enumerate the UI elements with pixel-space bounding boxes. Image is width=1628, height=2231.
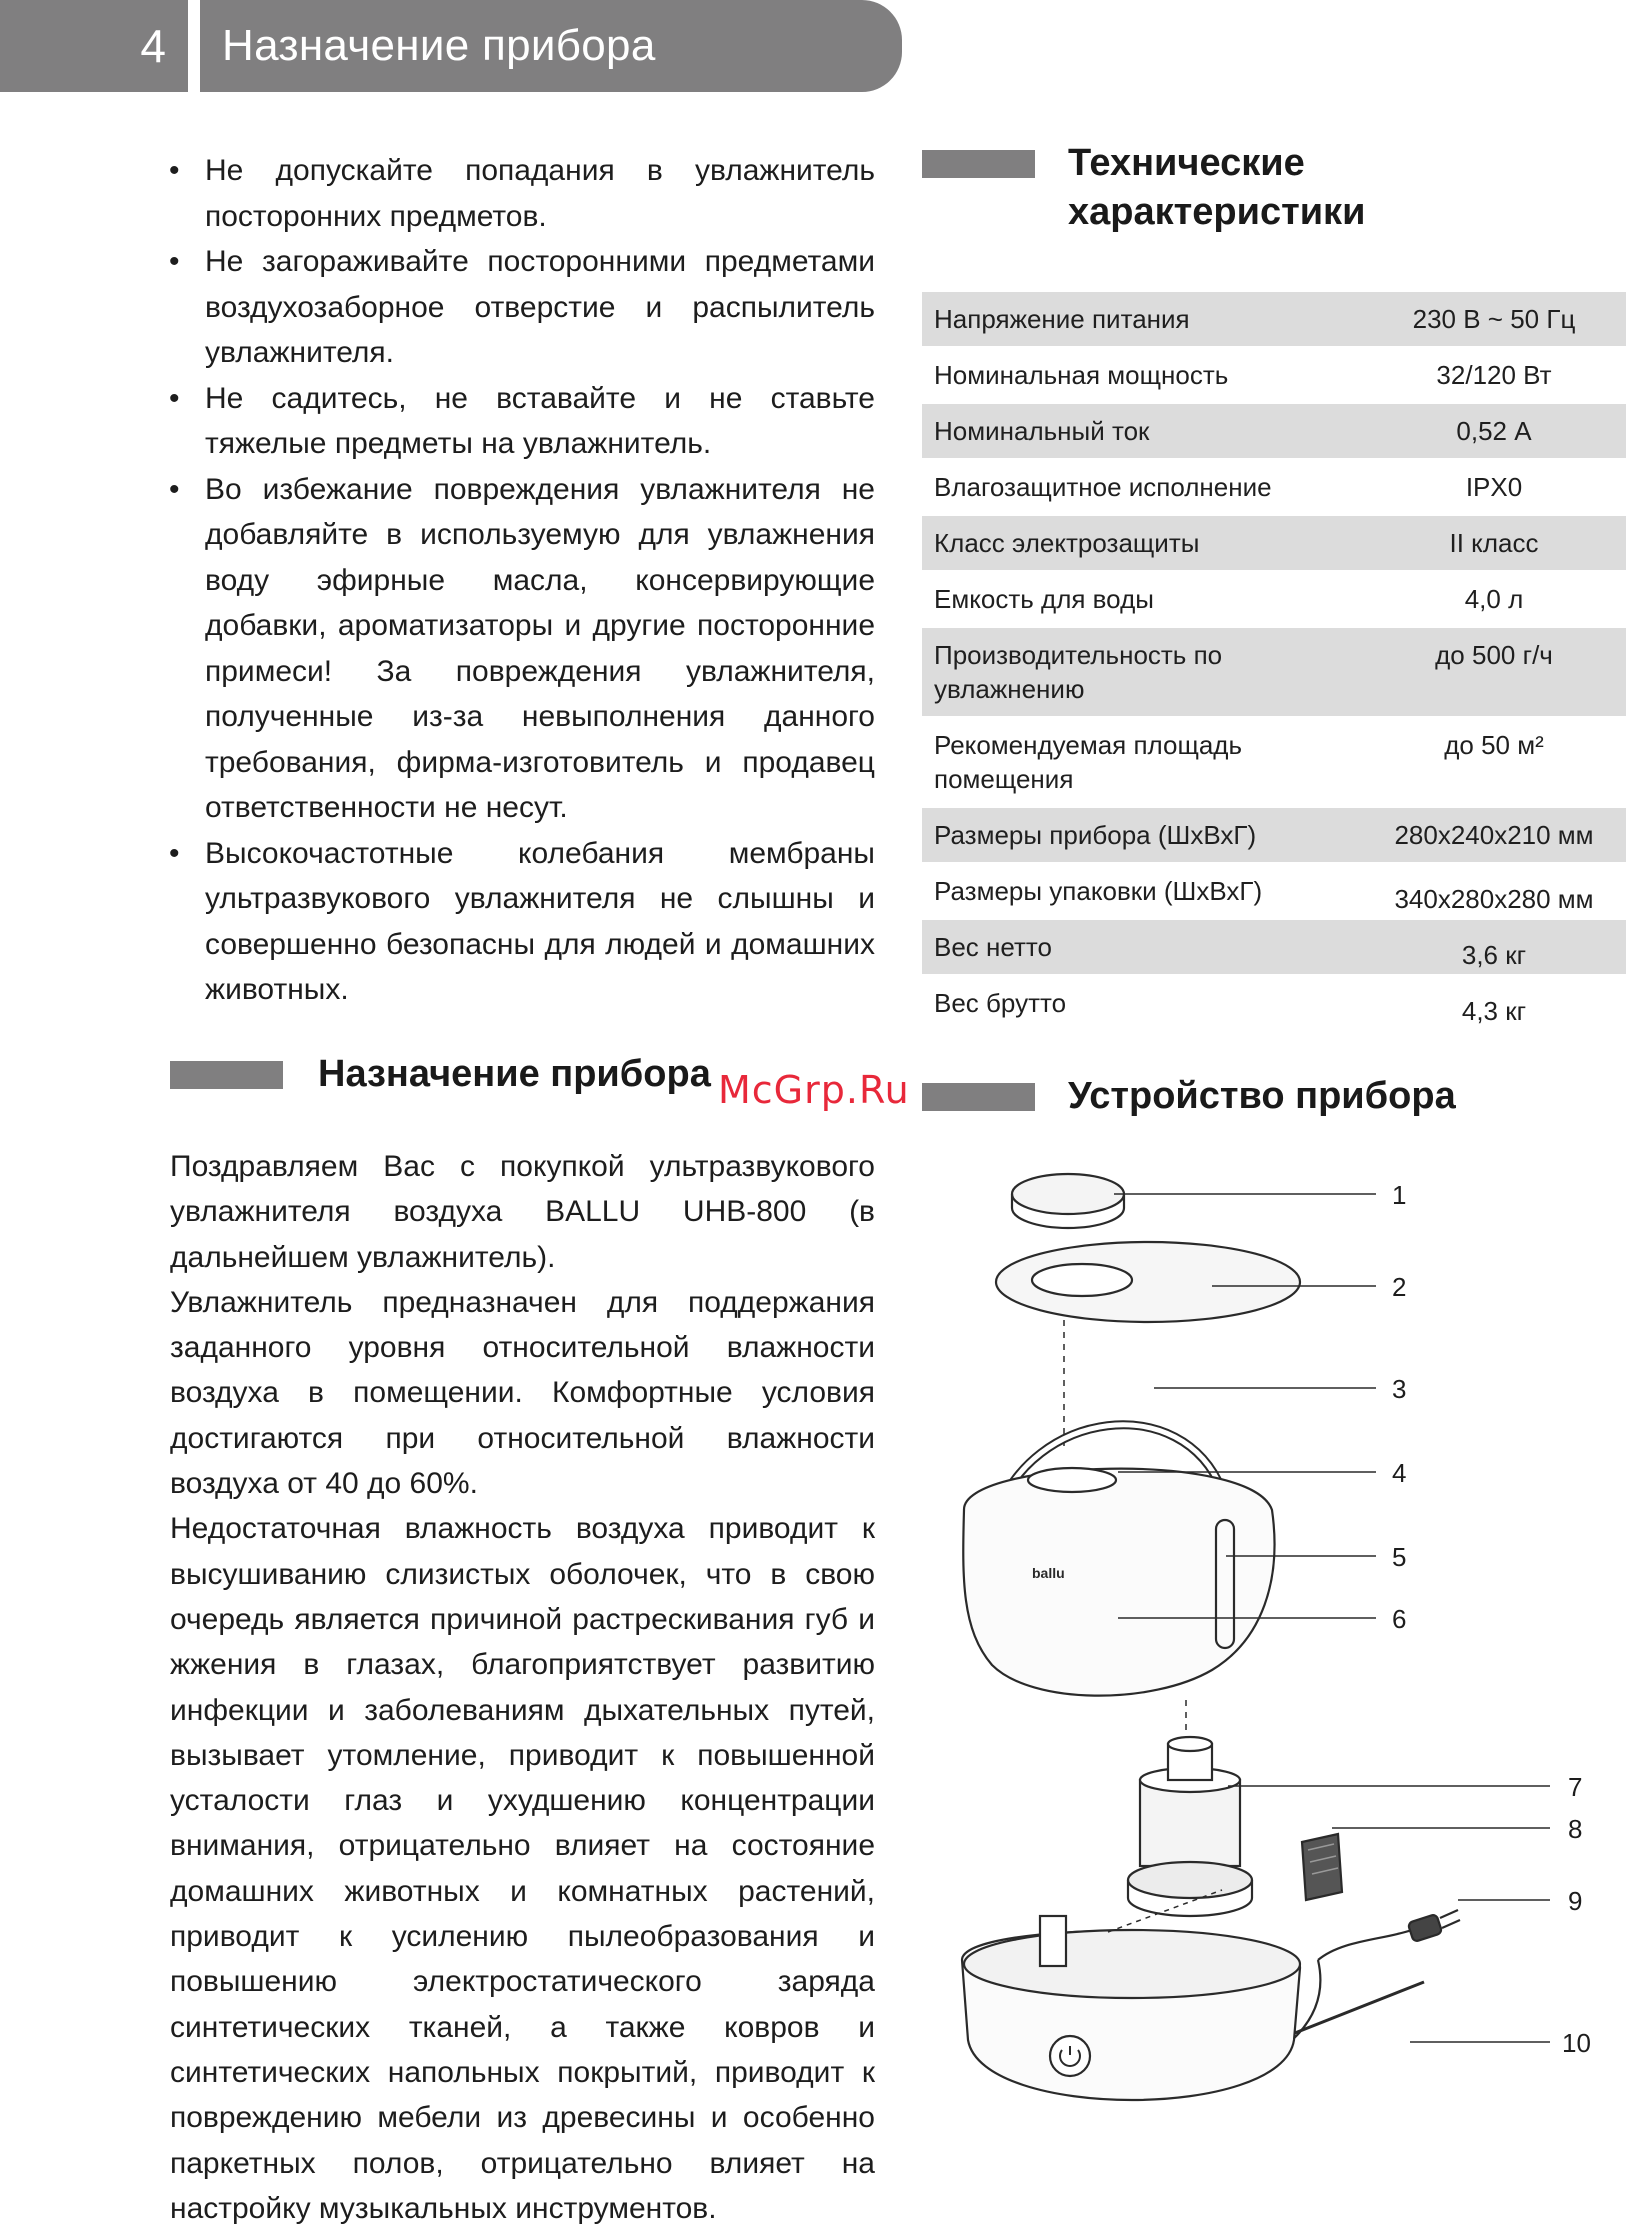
spec-label: Рекомендуемая площадь помещения bbox=[934, 730, 1243, 794]
table-row bbox=[922, 718, 1626, 808]
paragraph: Увлажнитель предназначен для поддержания заданного уровня относительной влажности воздуха в помещении. Комфортные условия достигаются при относительной влажности воздуха от 40 до 60%. bbox=[170, 1285, 875, 1501]
paragraph: Недостаточная влажность воздуха приводит к высушиванию слизистых оболочек, что в свою очередь является причиной растрескивания губ и жжения в глазах, благоприятствует развитию инфекции и заболеваниям дыхательных путей, вызывает утомление, приводит к повышенной усталости глаз и ухудшению концентрации внимания, отрицательно влияет на состояние домашних животных и комнатных растений, приводит к усилению пылеобразования и повышению электростатического заряда синтетических тканей, а также ковров и синтетических напольных покрытий, приводит к повреждению мебели из древесины и особенно паркетных полов, отрицательно влияет на настройку музыкальных инструментов. bbox=[170, 1512, 875, 2225]
table-row bbox=[922, 292, 1626, 348]
page-header-title: Назначение прибора bbox=[200, 0, 902, 92]
callout-label: 1 bbox=[1392, 1180, 1407, 1210]
spec-value: IPX0 bbox=[1465, 472, 1523, 502]
callout-label: 8 bbox=[1568, 1814, 1583, 1844]
spec-label: Размеры прибора (ШхВхГ) bbox=[934, 820, 1257, 850]
spec-label: Вес нетто bbox=[934, 932, 1052, 962]
table-row bbox=[922, 808, 1626, 864]
purpose-section-title: Назначение прибора bbox=[318, 1053, 711, 1095]
spec-label: Класс электрозащиты bbox=[934, 528, 1200, 558]
specs-section-title bbox=[1068, 139, 1365, 237]
callout-label: 9 bbox=[1568, 1886, 1583, 1916]
spec-value: 4,0 л bbox=[1464, 584, 1524, 614]
callout-label: 5 bbox=[1392, 1542, 1407, 1572]
paragraph: Поздравляем Вас с покупкой ультразвукового увлажнителя воздуха BALLU UHB-800 (в дальнейшем увлажнитель). bbox=[170, 1150, 875, 1274]
spec-label: Влагозащитное исполнение bbox=[934, 472, 1272, 502]
specs-title-line1: Технические bbox=[1068, 142, 1305, 184]
specs-table bbox=[922, 292, 1626, 1032]
callout-label: 4 bbox=[1392, 1458, 1407, 1488]
spec-value: 32/120 Вт bbox=[1436, 360, 1552, 390]
spec-value: 0,52 А bbox=[1456, 416, 1532, 446]
spec-label: Емкость для воды bbox=[934, 584, 1154, 614]
part-cap-illustration bbox=[1012, 1174, 1124, 1228]
part-lid-plate-illustration bbox=[996, 1242, 1300, 1322]
list-item: • Не загораживайте посторонними предметами воздухозаборное отверстие и распылитель увлажнителя. bbox=[165, 239, 875, 376]
spec-label: Размеры упаковки (ШхВхГ) bbox=[934, 876, 1263, 906]
table-row bbox=[922, 348, 1626, 404]
table-row bbox=[922, 404, 1626, 460]
list-item: • Высокочастотные колебания мембраны ультразвукового увлажнителя не слышны и совершенно безопасны для людей и домашних животных. bbox=[165, 831, 875, 1013]
watermark: McGrp.Ru bbox=[718, 1068, 910, 1112]
spec-label: Номинальная мощность bbox=[934, 360, 1229, 390]
list-item: • Не садитесь, не вставайте и не ставьте тяжелые предметы на увлажнитель. bbox=[165, 376, 875, 467]
callout-label: 3 bbox=[1392, 1374, 1407, 1404]
table-row bbox=[922, 460, 1626, 516]
safety-bullet-list bbox=[165, 148, 875, 1013]
spec-value: до 50 м² bbox=[1444, 730, 1544, 760]
spec-value: до 500 г/ч bbox=[1435, 640, 1553, 670]
part-water-tank-illustration bbox=[963, 1425, 1274, 1696]
spec-value: 280х240х210 мм bbox=[1394, 820, 1594, 850]
callout-label: 2 bbox=[1392, 1272, 1407, 1302]
spec-label: Номинальный ток bbox=[934, 416, 1150, 446]
table-row bbox=[922, 628, 1626, 718]
spec-value: 340х280х280 мм bbox=[1394, 884, 1594, 914]
list-item: • Не допускайте попадания в увлажнитель посторонних предметов. bbox=[165, 148, 875, 239]
table-row bbox=[922, 920, 1626, 976]
part-atomizer-illustration bbox=[1128, 1737, 1252, 1916]
callout-label: 6 bbox=[1392, 1604, 1407, 1634]
section-bar bbox=[922, 150, 1035, 178]
callout-label: 10 bbox=[1562, 2028, 1591, 2058]
table-row bbox=[922, 976, 1626, 1032]
callout-label: 7 bbox=[1568, 1772, 1583, 1802]
section-bar bbox=[922, 1083, 1035, 1111]
spec-value: II класс bbox=[1449, 528, 1539, 558]
device-section-title: Устройство прибора bbox=[1068, 1075, 1456, 1117]
section-bar bbox=[170, 1061, 283, 1089]
spec-label: Производительность по увлажнению bbox=[934, 640, 1223, 704]
specs-title-line2: характеристики bbox=[1068, 191, 1366, 233]
spec-label: Вес брутто bbox=[934, 988, 1067, 1018]
page-number: 4 bbox=[0, 0, 188, 92]
table-row bbox=[922, 572, 1626, 628]
table-row bbox=[922, 516, 1626, 572]
table-row bbox=[922, 864, 1626, 920]
part-filter-illustration bbox=[1302, 1834, 1342, 1900]
spec-label: Напряжение питания bbox=[934, 304, 1190, 334]
spec-value: 3,6 кг bbox=[1461, 940, 1527, 970]
brand-logo: ballu bbox=[1032, 1565, 1065, 1581]
device-exploded-diagram bbox=[922, 1160, 1628, 2183]
list-item: • Во избежание повреждения увлажнителя не добавляйте в используемую для увлажнения воду эфирные масла, консервирующие добавки, ароматизаторы и другие посторонние примеси! За повреждения увлажнителя, полученные из-за невыполнения данного требования, фирма-изготовитель и продавец ответственности не несут. bbox=[165, 467, 875, 831]
part-base-illustration bbox=[962, 1916, 1300, 2100]
purpose-text bbox=[170, 1144, 875, 2231]
spec-value: 4,3 кг bbox=[1461, 996, 1527, 1026]
spec-value: 230 В ~ 50 Гц bbox=[1412, 304, 1576, 334]
